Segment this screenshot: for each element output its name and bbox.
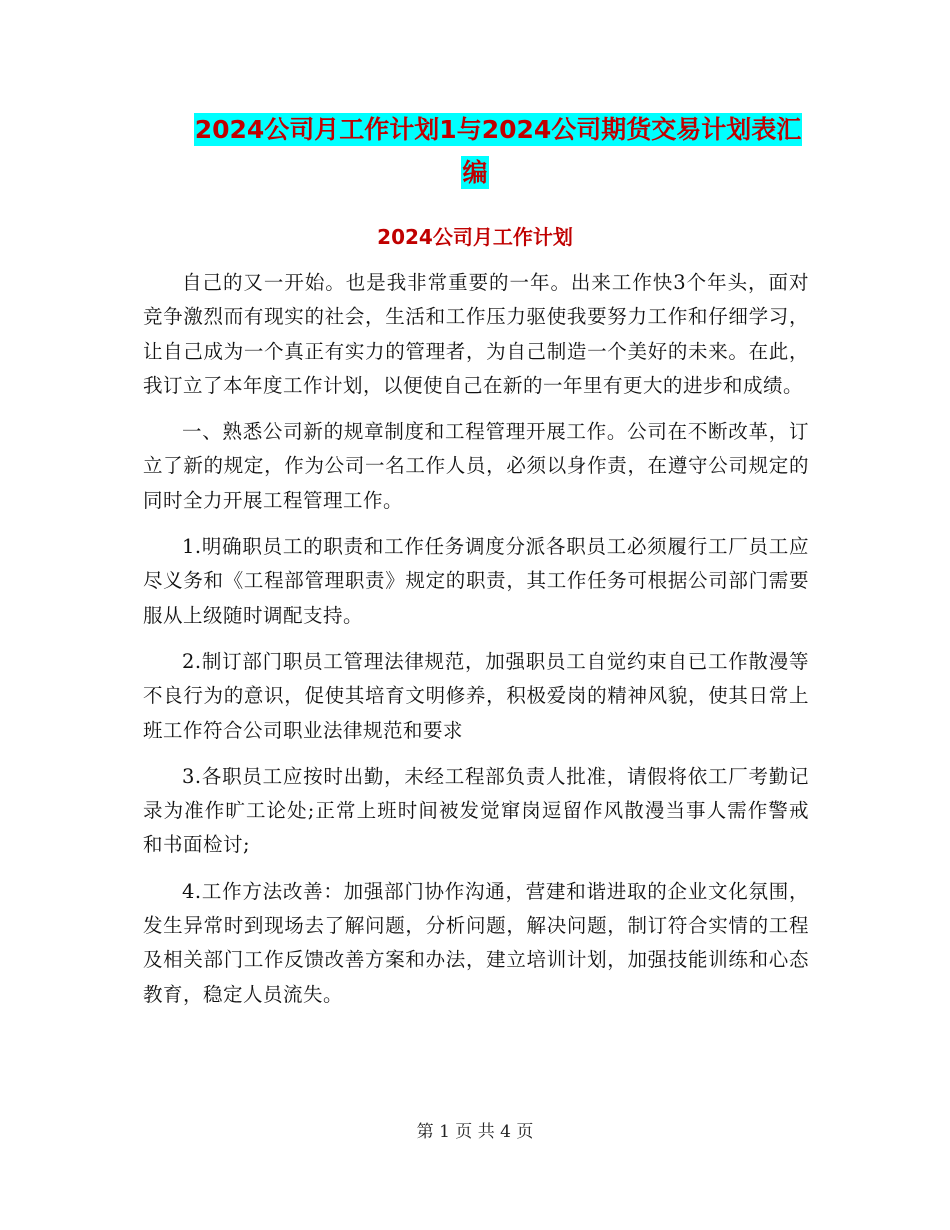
document-title-line1: 2024公司月工作计划1与2024公司期货交易计划表汇 <box>194 115 802 144</box>
section-title: 2024公司月工作计划 <box>377 225 573 249</box>
page-footer: 第 1 页 共 4 页 <box>416 1122 534 1142</box>
document-title-line2: 编 <box>462 158 488 187</box>
paragraph-item-4: 4.工作方法改善：加强部门协作沟通，营建和谐进取的企业文化氛围，发生异常时到现场去了解问题，分析问题，解决问题，制订符合实情的工程及相关部门工作反馈改善方案和办法，建立培训计划，加强技能训练和心态教育，稳定人员流失。 <box>143 879 809 1006</box>
document-body <box>143 266 809 1024</box>
document-title <box>0 108 950 194</box>
paragraph-item-2: 2.制订部门职员工管理法律规范，加强职员工自觉约束自已工作散漫等不良行为的意识，促使其培育文明修养，积极爱岗的精神风貌，使其日常上班工作符合公司职业法律规范和要求 <box>143 649 809 742</box>
paragraph-item-3: 3.各职员工应按时出勤，未经工程部负责人批准，请假将依工厂考勤记录为准作旷工论处;正常上班时间被发觉窜岗逗留作风散漫当事人需作警戒和书面检讨; <box>143 764 809 857</box>
paragraph-intro: 自己的又一开始。也是我非常重要的一年。出来工作快3个年头，面对竞争激烈而有现实的社会，生活和工作压力驱使我要努力工作和仔细学习，让自己成为一个真正有实力的管理者，为自己制造一个美好的未来。在此，我订立了本年度工作计划，以便使自己在新的一年里有更大的进步和成绩。 <box>143 271 809 397</box>
paragraph-section-one: 一、熟悉公司新的规章制度和工程管理开展工作。公司在不断改革，订立了新的规定，作为公司一名工作人员，必须以身作责，在遵守公司规定的同时全力开展工程管理工作。 <box>143 420 809 512</box>
paragraph-item-1: 1.明确职员工的职责和工作任务调度分派各职员工必须履行工厂员工应尽义务和《工程部管理职责》规定的职责，其工作任务可根据公司部门需要服从上级随时调配支持。 <box>143 535 809 627</box>
